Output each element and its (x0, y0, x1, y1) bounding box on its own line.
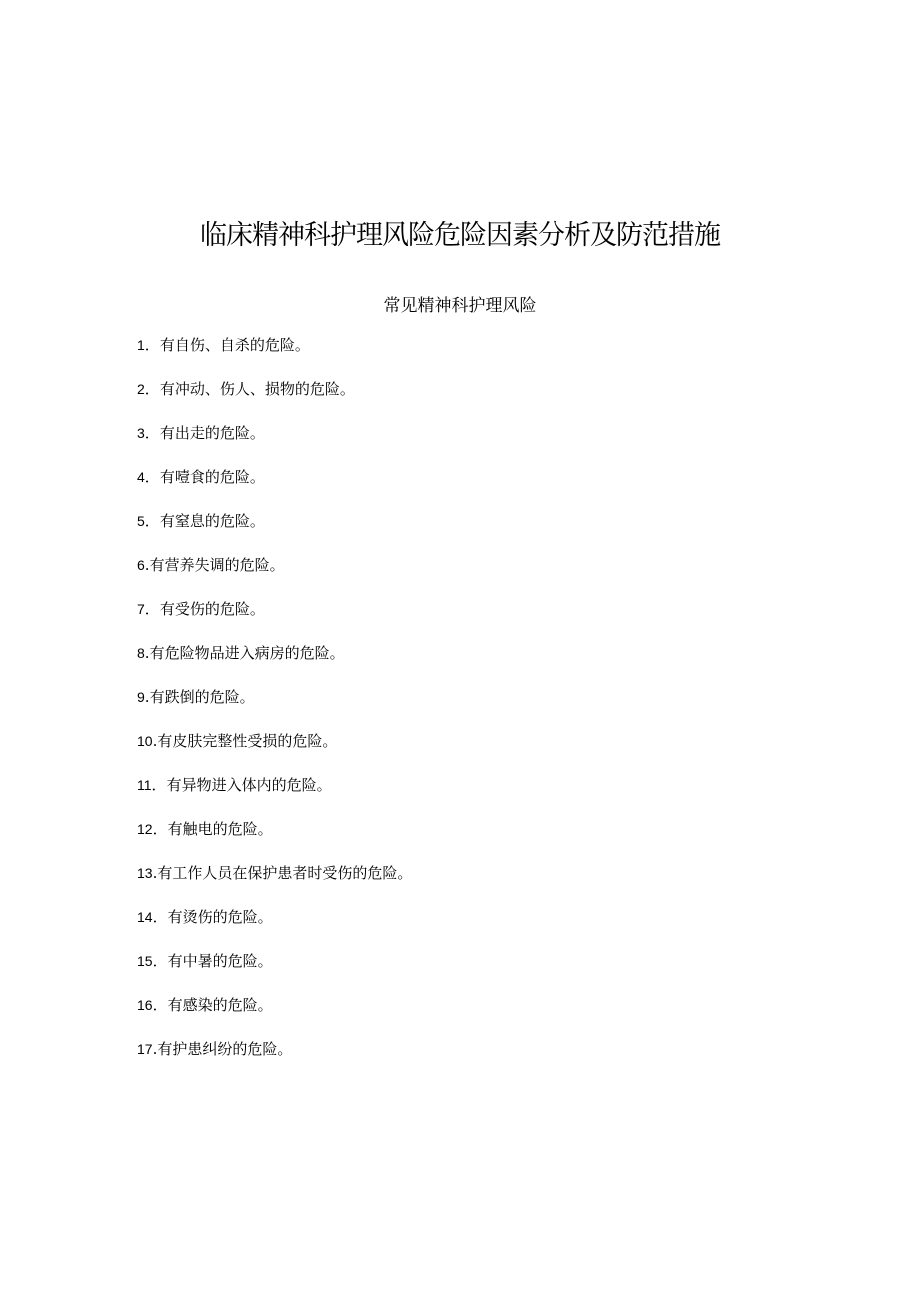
item-text: 有工作人员在保护患者时受伤的危险。 (157, 864, 413, 882)
list-item (137, 420, 837, 464)
list-item (137, 552, 837, 596)
item-separator: ． (144, 468, 160, 486)
item-number: 9 (137, 689, 145, 705)
list-item (137, 376, 837, 420)
item-separator: . (144, 556, 150, 574)
item-text: 有营养失调的危险。 (149, 556, 285, 574)
item-number: 13 (137, 865, 153, 881)
item-number: 8 (137, 645, 145, 661)
section-heading: 常见精神科护理风险 (383, 296, 537, 316)
list-item (137, 464, 837, 508)
list-item (137, 332, 837, 376)
item-separator: . (152, 732, 158, 750)
item-text: 有冲动、伤人、损物的危险。 (159, 380, 355, 398)
item-text: 有窒息的危险。 (159, 512, 265, 530)
risk-list (137, 332, 837, 1080)
item-text: 有噎食的危险。 (159, 468, 265, 486)
list-item (137, 992, 837, 1036)
item-text: 有感染的危险。 (167, 996, 273, 1014)
item-text: 有自伤、自杀的危险。 (159, 336, 310, 354)
item-text: 有触电的危险。 (167, 820, 273, 838)
list-item (137, 816, 837, 860)
list-item (137, 728, 837, 772)
item-separator: ． (152, 820, 168, 838)
list-item (137, 508, 837, 552)
item-separator: . (144, 644, 150, 662)
list-item (137, 1036, 837, 1080)
item-text: 有中暑的危险。 (167, 952, 273, 970)
item-text: 有护患纠纷的危险。 (157, 1040, 293, 1058)
item-number: 16 (137, 997, 153, 1013)
list-item (137, 596, 837, 640)
item-separator: . (152, 1040, 158, 1058)
item-separator: ． (144, 512, 160, 530)
item-text: 有跌倒的危险。 (149, 688, 255, 706)
item-separator: ． (152, 996, 168, 1014)
item-separator: ． (144, 380, 160, 398)
item-separator: ． (152, 908, 168, 926)
item-text: 有出走的危险。 (159, 424, 265, 442)
list-item (137, 904, 837, 948)
item-separator: . (152, 864, 158, 882)
item-separator: ． (144, 336, 160, 354)
item-text: 有异物进入体内的危险。 (166, 776, 332, 794)
item-number: 17 (137, 1041, 153, 1057)
item-number: 3 (137, 425, 145, 441)
item-text: 有危险物品进入病房的危险。 (149, 644, 345, 662)
item-separator: ． (144, 600, 160, 618)
item-text: 有皮肤完整性受损的危险。 (157, 732, 338, 750)
item-number: 7 (137, 601, 145, 617)
document-title: 临床精神科护理风险危险因素分析及防范措施 (200, 220, 720, 251)
item-text: 有受伤的危险。 (159, 600, 265, 618)
item-number: 15 (137, 953, 153, 969)
item-number: 12 (137, 821, 153, 837)
item-number: 4 (137, 469, 145, 485)
item-number: 1 (137, 337, 145, 353)
item-number: 6 (137, 557, 145, 573)
item-separator: ． (152, 952, 168, 970)
item-number: 14 (137, 909, 153, 925)
item-separator: . (144, 688, 150, 706)
list-item (137, 684, 837, 728)
item-text: 有烫伤的危险。 (167, 908, 273, 926)
item-separator: ． (144, 424, 160, 442)
list-item (137, 860, 837, 904)
item-number: 10 (137, 733, 153, 749)
item-number: 2 (137, 381, 145, 397)
list-item (137, 640, 837, 684)
list-item (137, 948, 837, 992)
item-separator: ． (151, 776, 167, 794)
item-number: 5 (137, 513, 145, 529)
list-item (137, 772, 837, 816)
item-number: 11 (137, 777, 152, 793)
